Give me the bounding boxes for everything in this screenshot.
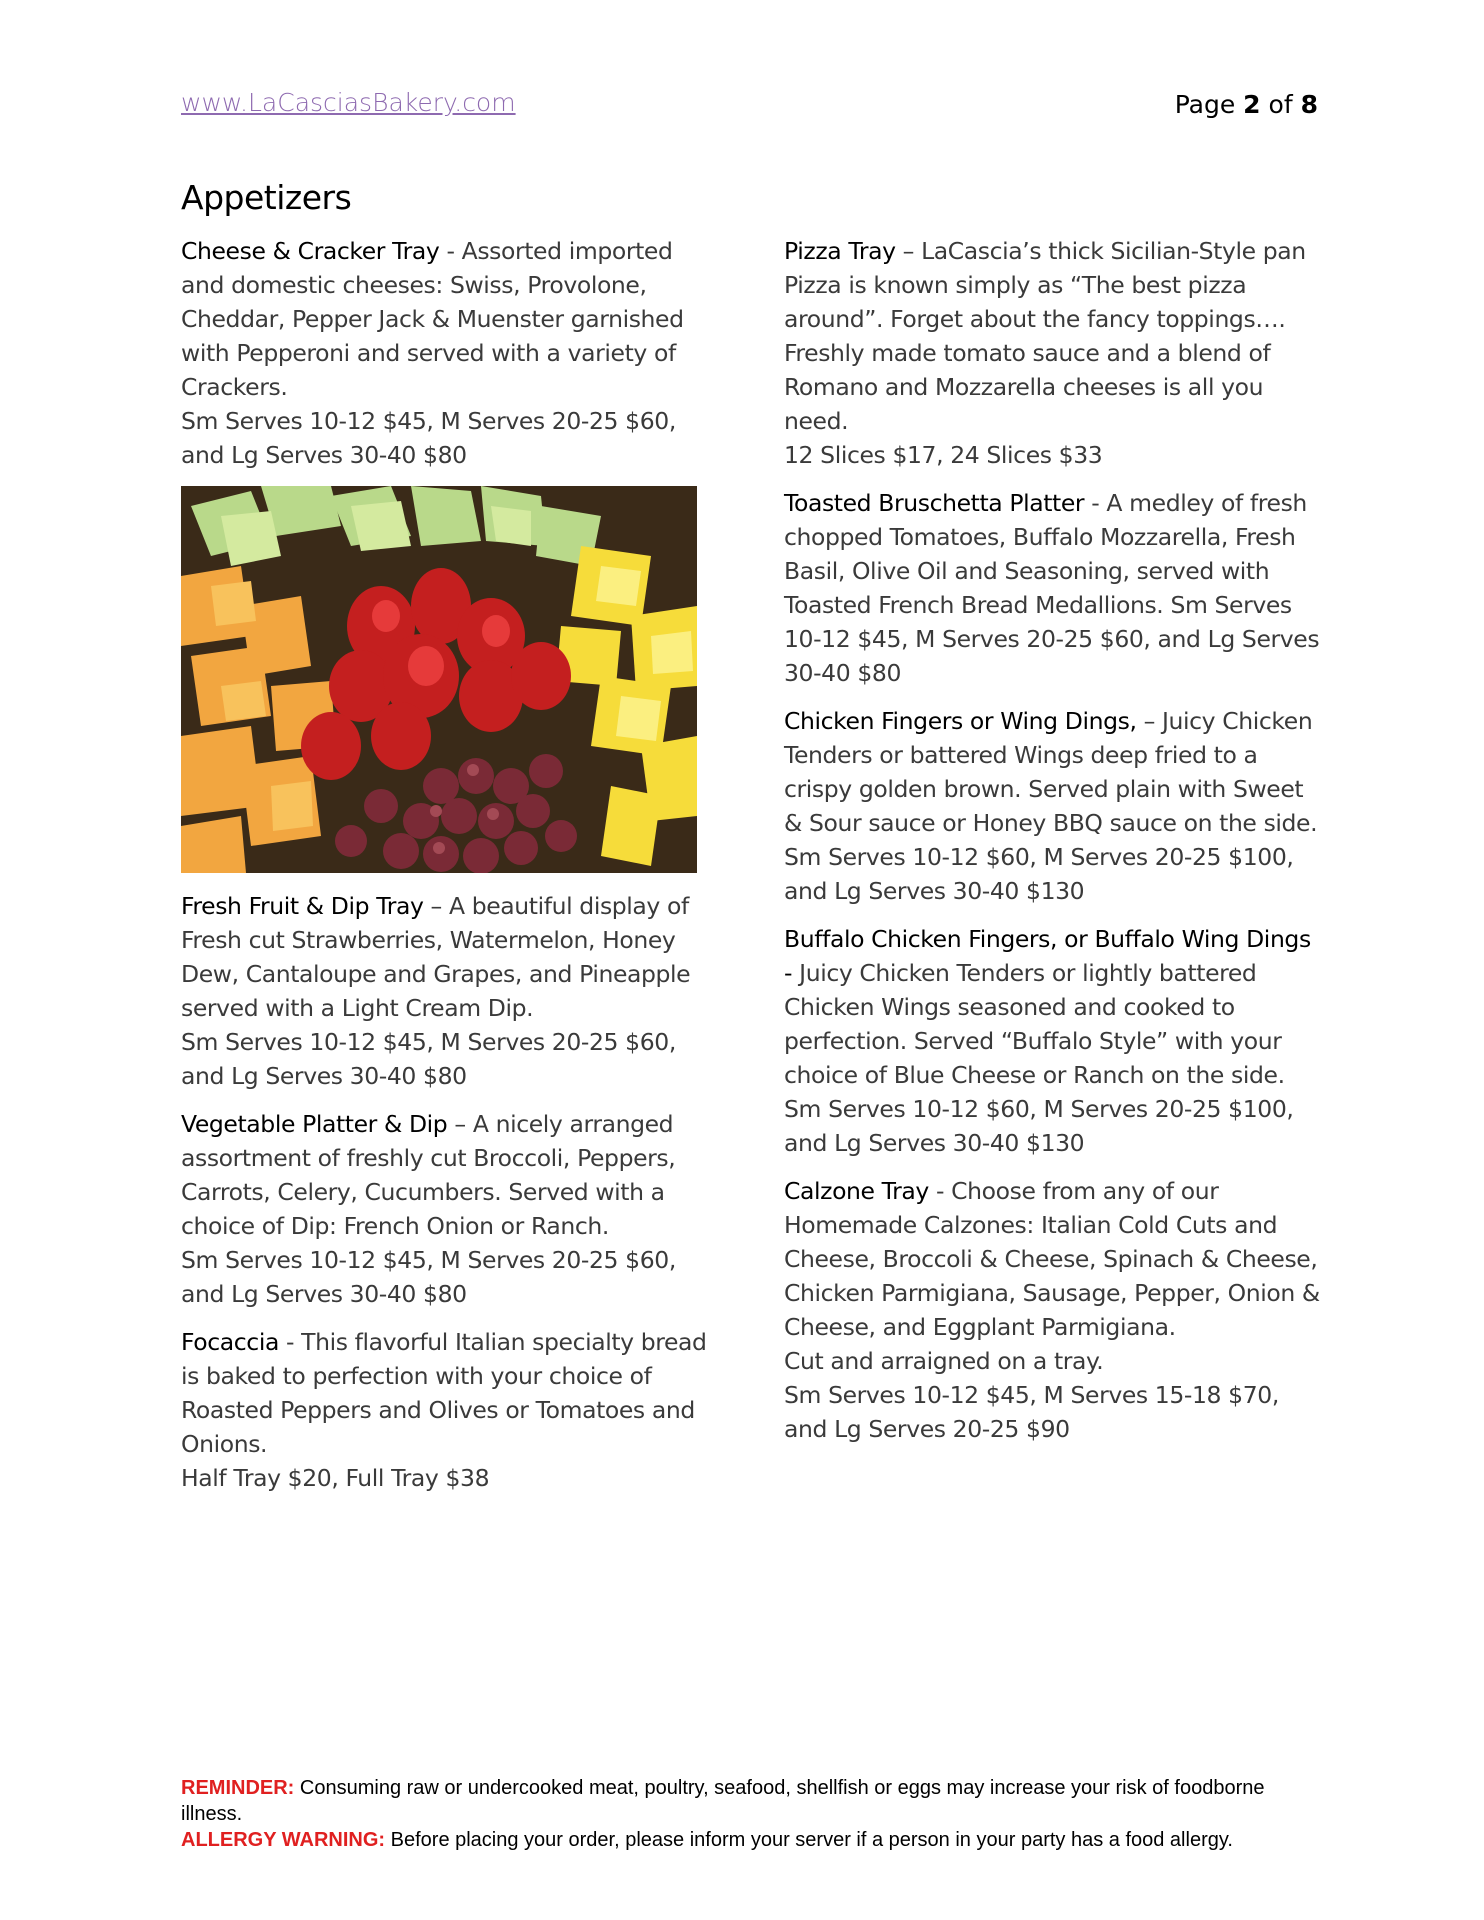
item-name: Toasted Bruschetta Platter — [784, 489, 1085, 517]
item-description: – LaCascia’s thick Sicilian-Style pan Pizza is known simply as “The best pizza around”. Forget about the fancy toppings…. Freshly made tomato sauce and a blend of Romano and Mozzarella cheeses is all you need. — [784, 237, 1306, 435]
menu-item-cheese-cracker — [181, 234, 711, 472]
page-total: 8 — [1300, 90, 1318, 119]
menu-item-focaccia — [181, 1325, 711, 1495]
item-price: 12 Slices $17, 24 Slices $33 — [784, 441, 1103, 469]
menu-item-pizza-tray — [784, 234, 1324, 472]
item-description: - Choose from any of our Homemade Calzones: Italian Cold Cuts and Cheese, Broccoli & Cheese, Spinach & Cheese, Chicken Parmigiana, Sausage, Pepper, Onion & Cheese, and Eggplant Parmigiana. — [784, 1177, 1320, 1341]
page-number — [1175, 90, 1318, 119]
allergy-label: ALLERGY WARNING: — [181, 1829, 386, 1851]
item-price: Half Tray $20, Full Tray $38 — [181, 1464, 490, 1492]
item-name: Focaccia — [181, 1328, 279, 1356]
reminder-text: Consuming raw or undercooked meat, poultry, seafood, shellfish or eggs may increase your risk of foodborne illness. — [181, 1777, 1265, 1825]
item-name: Buffalo Chicken Fingers, or Buffalo Wing Dings - — [784, 925, 1311, 987]
item-description: - A medley of fresh chopped Tomatoes, Buffalo Mozzarella, Fresh Basil, Olive Oil and Seasoning, served with Toasted French Bread Medallions. Sm Serves 10-12 $45, M Serves 20-25 $60, and Lg Serves 30-40 $80 — [784, 489, 1320, 687]
item-name: Cheese & Cracker Tray — [181, 237, 440, 265]
menu-item-calzone-tray — [784, 1174, 1324, 1446]
item-price: Sm Serves 10-12 $60, M Serves 20-25 $100, and Lg Serves 30-40 $130 — [784, 1095, 1294, 1157]
item-price: Sm Serves 10-12 $60, M Serves 20-25 $100, and Lg Serves 30-40 $130 — [784, 843, 1294, 905]
item-name: Pizza Tray — [784, 237, 896, 265]
item-price: Sm Serves 10-12 $45, M Serves 20-25 $60, and Lg Serves 30-40 $80 — [181, 1028, 676, 1090]
menu-item-fresh-fruit — [181, 889, 711, 1093]
menu-item-chicken-fingers — [784, 704, 1324, 908]
item-description: – A nicely arranged assortment of freshly cut Broccoli, Peppers, Carrots, Celery, Cucumbers. Served with a choice of Dip: French Onion or Ranch. — [181, 1110, 676, 1240]
website-link[interactable]: www.LaCasciasBakery.com — [181, 88, 516, 117]
item-price: Sm Serves 10-12 $45, M Serves 15-18 $70, and Lg Serves 20-25 $90 — [784, 1381, 1279, 1443]
item-description: – A beautiful display of Fresh cut Strawberries, Watermelon, Honey Dew, Cantaloupe and Grapes, and Pineapple served with a Light Cream Dip. — [181, 892, 691, 1022]
page-prefix: Page — [1174, 90, 1236, 119]
left-column — [181, 234, 711, 1509]
item-price: Sm Serves 10-12 $45, M Serves 20-25 $60, and Lg Serves 30-40 $80 — [181, 407, 676, 469]
item-description: - Assorted imported and domestic cheeses: Swiss, Provolone, Cheddar, Pepper Jack & Muenster garnished with Pepperoni and served with a variety of Crackers. — [181, 237, 684, 401]
item-name: Fresh Fruit & Dip Tray — [181, 892, 424, 920]
page-of: of — [1268, 90, 1293, 119]
item-note: Cut and arraigned on a tray. — [784, 1347, 1104, 1375]
item-name: Chicken Fingers or Wing Dings, — [784, 707, 1137, 735]
menu-item-buffalo-chicken — [784, 922, 1324, 1160]
allergy-text: Before placing your order, please inform your server if a person in your party has a food allergy. — [385, 1829, 1233, 1851]
item-description: Juicy Chicken Tenders or lightly battered Chicken Wings seasoned and cooked to perfection. Served “Buffalo Style” with your choice of Blue Cheese or Ranch on the side. — [784, 959, 1285, 1089]
section-title: Appetizers — [181, 178, 352, 217]
menu-item-vegetable-platter — [181, 1107, 711, 1311]
footer-notice — [181, 1775, 1331, 1853]
reminder-line — [181, 1775, 1331, 1827]
page-current: 2 — [1243, 90, 1261, 119]
allergy-line — [181, 1827, 1331, 1853]
menu-item-bruschetta — [784, 486, 1324, 690]
reminder-label: REMINDER: — [181, 1777, 295, 1799]
item-description: - This flavorful Italian specialty bread is baked to perfection with your choice of Roasted Peppers and Olives or Tomatoes and Onions. — [181, 1328, 707, 1458]
fruit-tray-photo — [181, 486, 697, 873]
item-name: Vegetable Platter & Dip — [181, 1110, 448, 1138]
right-column — [784, 234, 1324, 1460]
item-price: Sm Serves 10-12 $45, M Serves 20-25 $60, and Lg Serves 30-40 $80 — [181, 1246, 676, 1308]
item-description: – Juicy Chicken Tenders or battered Wings deep fried to a crispy golden brown. Served plain with Sweet & Sour sauce or Honey BBQ sauce on the side. — [784, 707, 1318, 837]
item-name: Calzone Tray — [784, 1177, 929, 1205]
